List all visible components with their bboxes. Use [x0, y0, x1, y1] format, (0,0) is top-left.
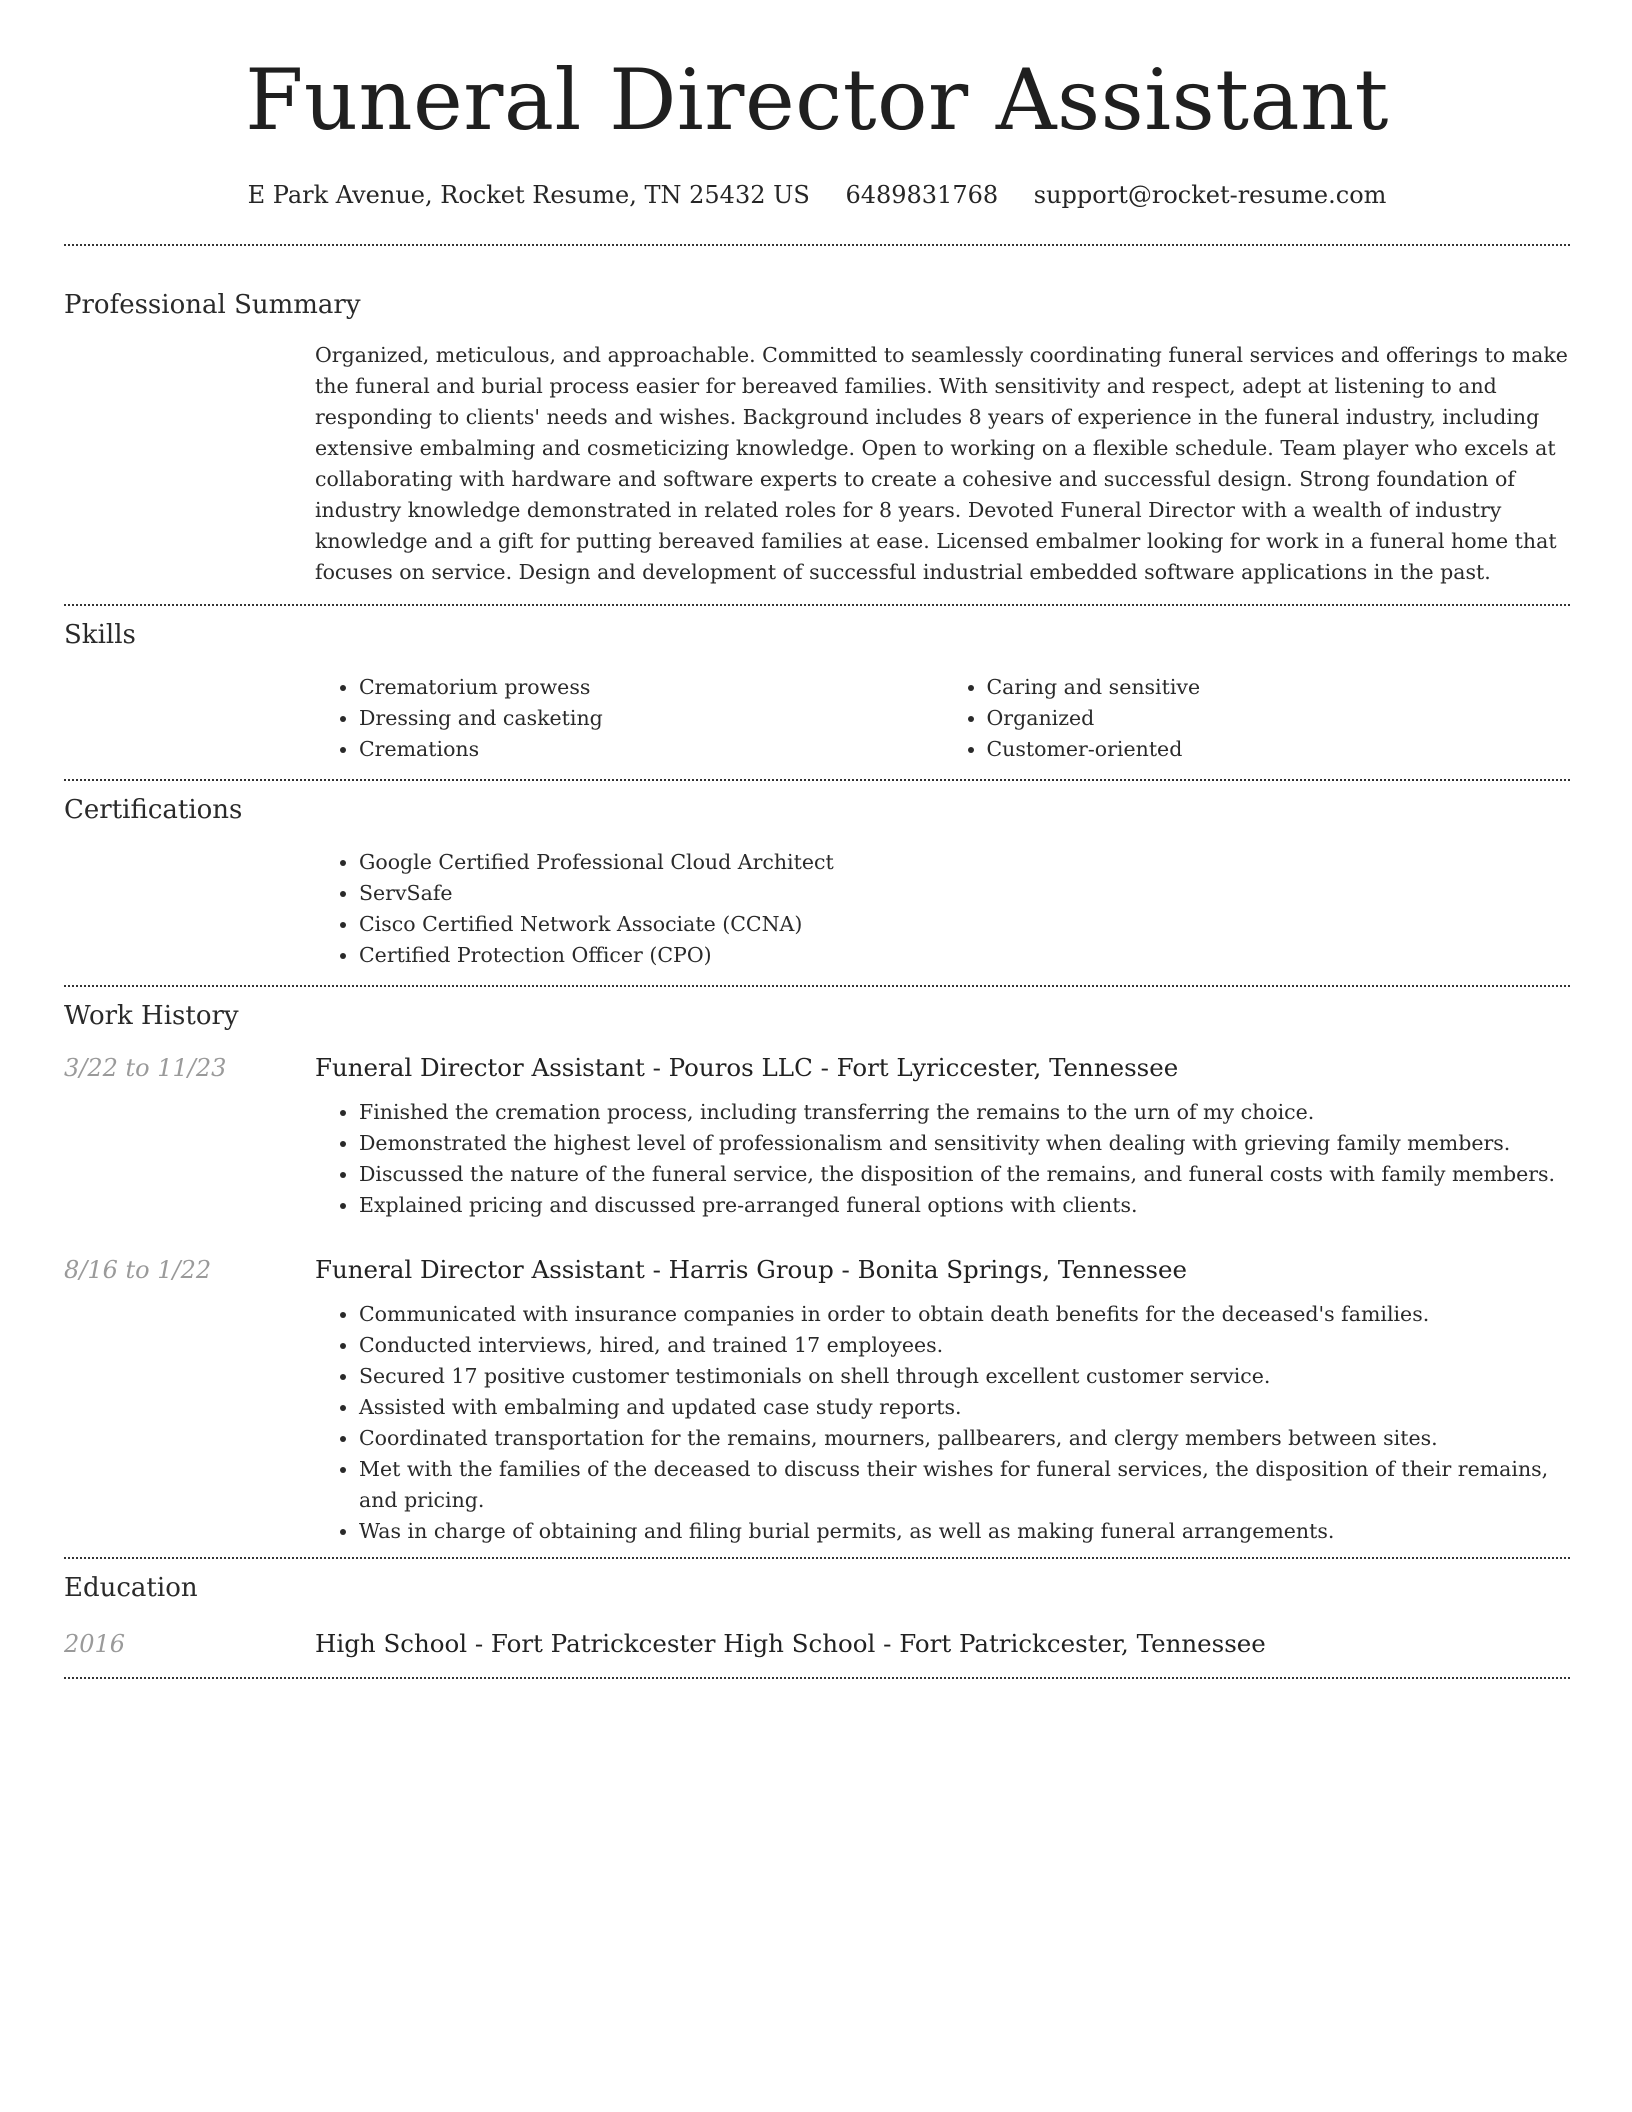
skill-item: • Organized: [987, 703, 1571, 734]
job-bullet: • Finished the cremation process, including transferring the remains to the urn of my choice.: [359, 1097, 1570, 1128]
job-bullet: • Discussed the nature of the funeral service, the disposition of the remains, and funeral costs with family members.: [359, 1159, 1570, 1190]
section-title-education: Education: [64, 1573, 198, 1603]
skills-column-left: [315, 672, 943, 765]
job-bullet: • Was in charge of obtaining and filing burial permits, as well as making funeral arrangements.: [359, 1516, 1570, 1547]
skill-item: • Dressing and casketing: [359, 703, 943, 734]
section-divider: [64, 604, 1570, 606]
job-bullet: • Demonstrated the highest level of professionalism and sensitivity when dealing with grieving family members.: [359, 1128, 1570, 1159]
section-divider: [64, 1557, 1570, 1559]
section-title-skills: Skills: [64, 620, 136, 650]
job-title: Funeral Director Assistant - Pouros LLC - Fort Lyriccester, Tennessee: [315, 1053, 1179, 1082]
contact-phone: 6489831768: [845, 181, 999, 209]
job-entry: [64, 1253, 1570, 1287]
education-degree: High School - Fort Patrickcester High School - Fort Patrickcester, Tennessee: [315, 1629, 1266, 1658]
section-title-summary: Professional Summary: [64, 290, 361, 320]
job-bullet: • Communicated with insurance companies in order to obtain death benefits for the deceased's families.: [359, 1299, 1570, 1330]
job-bullet: • Conducted interviews, hired, and trained 17 employees.: [359, 1330, 1570, 1361]
certifications-bullets: [315, 847, 1570, 971]
job-bullets: [315, 1097, 1570, 1221]
certification-item: • Cisco Certified Network Associate (CCNA): [359, 909, 1570, 940]
job-entry: [64, 1051, 1570, 1085]
skills-column-right: [943, 672, 1571, 765]
job-bullet: • Secured 17 positive customer testimonials on shell through excellent customer service.: [359, 1361, 1570, 1392]
job-bullet: • Met with the families of the deceased to discuss their wishes for funeral services, the disposition of their remains, and pricing.: [359, 1454, 1570, 1516]
skill-item: • Cremations: [359, 734, 943, 765]
job-bullet-list: [315, 1299, 1570, 1547]
job-bullets: [315, 1299, 1570, 1547]
education-year: 2016: [64, 1630, 126, 1658]
job-title: Funeral Director Assistant - Harris Group - Bonita Springs, Tennessee: [315, 1255, 1187, 1284]
certification-item: • Google Certified Professional Cloud Architect: [359, 847, 1570, 878]
section-title-certifications: Certifications: [64, 795, 243, 825]
candidate-name: Funeral Director Assistant: [245, 51, 1389, 149]
contact-address: E Park Avenue, Rocket Resume, TN 25432 US: [247, 181, 810, 209]
job-dates: 8/16 to 1/22: [64, 1256, 212, 1284]
summary-text: Organized, meticulous, and approachable. Committed to seamlessly coordinating funeral services and offerings to make the funeral and burial process easier for bereaved families. With sensitivity and respect, adept at listening to and responding to clients' needs and wishes. Background includes 8 years of experience in the funeral industry, including extensive embalming and cosmeticizing knowledge. Open to working on a flexible schedule. Team player who excels at collaborating with hardware and software experts to create a cohesive and successful design. Strong foundation of industry knowledge demonstrated in related roles for 8 years. Devoted Funeral Director with a wealth of industry knowledge and a gift for putting bereaved families at ease. Licensed embalmer looking for work in a funeral home that focuses on service. Design and development of successful industrial embedded software applications in the past.: [315, 343, 1568, 584]
contact-line: [64, 178, 1570, 212]
section-divider: [64, 779, 1570, 781]
contact-email: support@rocket-resume.com: [1033, 181, 1387, 209]
skill-item: • Customer-oriented: [987, 734, 1571, 765]
section-divider: [64, 244, 1570, 246]
job-bullet: • Assisted with embalming and updated case study reports.: [359, 1392, 1570, 1423]
education-entry: [64, 1627, 1570, 1661]
job-bullet: • Coordinated transportation for the remains, mourners, pallbearers, and clergy members between sites.: [359, 1423, 1570, 1454]
certifications-list: [315, 847, 1570, 971]
skill-item: • Caring and sensitive: [987, 672, 1571, 703]
section-divider: [64, 1677, 1570, 1679]
skills-list: [315, 672, 1570, 765]
job-dates: 3/22 to 11/23: [64, 1054, 227, 1082]
section-divider: [64, 985, 1570, 987]
job-bullet-list: [315, 1097, 1570, 1221]
certification-item: • Certified Protection Officer (CPO): [359, 940, 1570, 971]
skill-item: • Crematorium prowess: [359, 672, 943, 703]
certification-item: • ServSafe: [359, 878, 1570, 909]
section-title-work-history: Work History: [64, 1001, 239, 1031]
job-bullet: • Explained pricing and discussed pre-arranged funeral options with clients.: [359, 1190, 1570, 1221]
